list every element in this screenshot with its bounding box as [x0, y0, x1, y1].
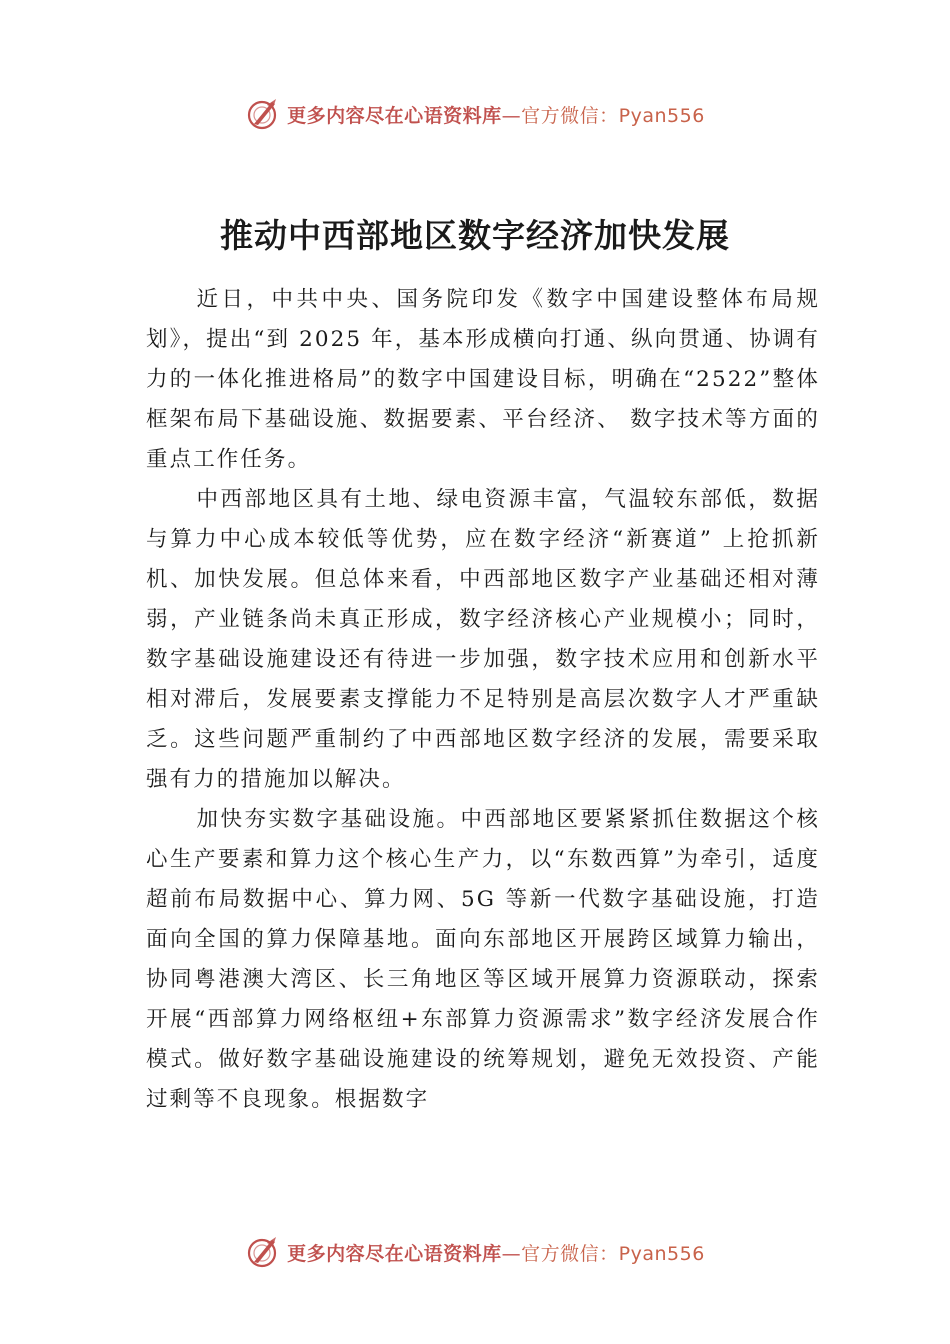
watermark-text — [287, 1239, 705, 1266]
watermark-lead: 更多内容尽在心语资料库 — [287, 104, 502, 127]
watermark-dash: — — [501, 1242, 522, 1265]
article-body — [146, 280, 820, 1120]
watermark-dash: — — [501, 104, 522, 127]
footer-watermark — [0, 1232, 950, 1272]
article-paragraph: 加快夯实数字基础设施。中西部地区要紧紧抓住数据这个核心生产要素和算力这个核心生产力，以“东数西算”为牵引，适度超前布局数据中心、算力网、5G 等新一代数字基础设施，打造面向全国的算力保障基地。面向东部地区开展跨区域算力输出，协同粤港澳大湾区、长三角地区等区域开展算力资源联动，探索开展“西部算力网络枢纽+东部算力资源需求”数字经济发展合作模式。做好数字基础设施建设的统筹规划，避免无效投资、产能过剩等不良现象。根据数字 — [146, 807, 820, 1112]
article-title: 推动中西部地区数字经济加快发展 — [220, 216, 730, 256]
watermark-wechat: 官方微信：Pyan556 — [521, 104, 705, 127]
watermark-wechat: 官方微信：Pyan556 — [521, 1242, 705, 1265]
header-watermark — [0, 94, 950, 134]
watermark-text — [287, 101, 705, 128]
watermark-lead: 更多内容尽在心语资料库 — [287, 1242, 502, 1265]
article-paragraph: 近日，中共中央、国务院印发《数字中国建设整体布局规划》，提出“到 2025 年，基本形成横向打通、纵向贯通、协调有力的一体化推进格局”的数字中国建设目标，明确在“2522”整体框架布局下基础设施、数据要素、平台经济、 数字技术等方面的重点工作任务。 — [146, 287, 820, 472]
article-paragraph: 中西部地区具有土地、绿电资源丰富，气温较东部低，数据与算力中心成本较低等优势，应在数字经济“新赛道” 上抢抓新机、加快发展。但总体来看，中西部地区数字产业基础还相对薄弱，产业链条尚未真正形成，数字经济核心产业规模小；同时，数字基础设施建设还有待进一步加强，数字技术应用和创新水平相对滞后，发展要素支撑能力不足特别是高层次数字人才严重缺乏。这些问题严重制约了中西部地区数字经济的发展，需要采取强有力的措施加以解决。 — [146, 487, 820, 792]
quill-logo-icon — [245, 96, 281, 132]
quill-logo-icon — [245, 1234, 281, 1270]
